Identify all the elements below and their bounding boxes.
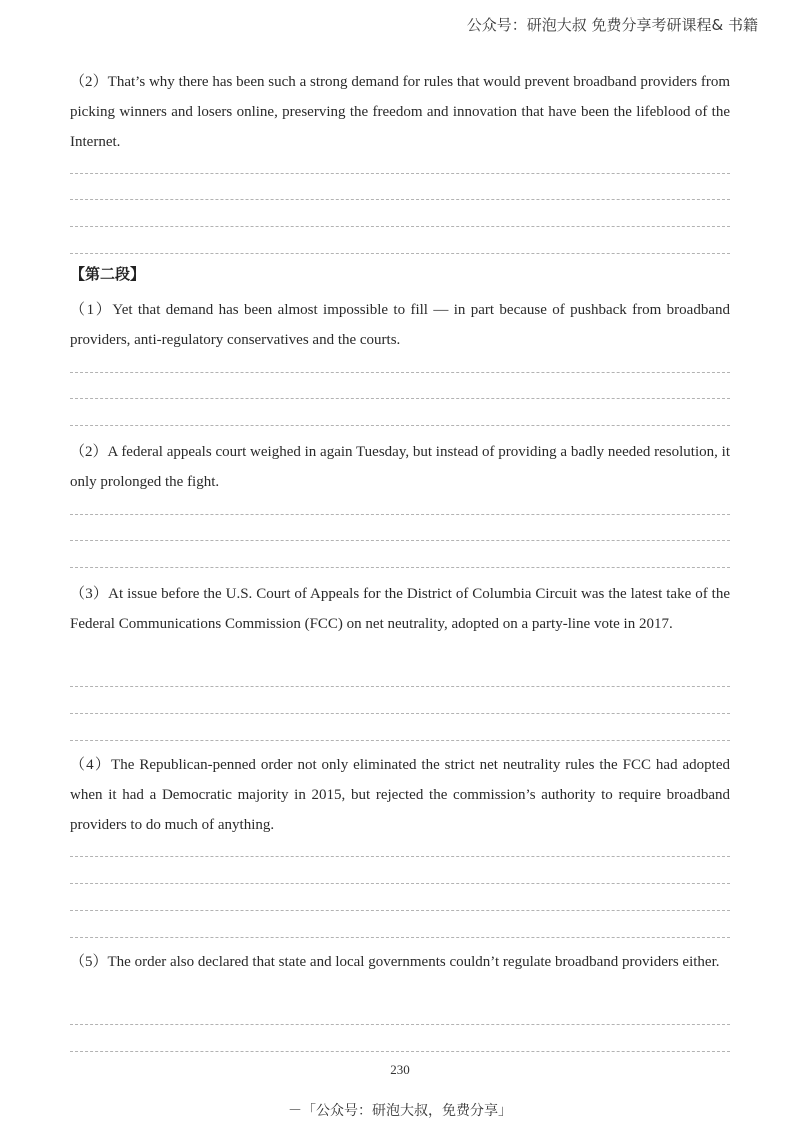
answer-line (70, 937, 730, 938)
paragraph-2-3: （3）At issue before the U.S. Court of Appeals for the District of Columbia Circuit was the latest take of the Federal Communications Commission (FCC) on net neutrality, adopted on a party-line vote in 2017. (70, 586, 730, 632)
answer-line (70, 173, 730, 174)
answer-line (70, 883, 730, 884)
answer-line (70, 910, 730, 911)
answer-line (70, 372, 730, 373)
answer-line (70, 398, 730, 399)
answer-line (70, 226, 730, 227)
page-header: 公众号：研泡大叔 免费分享考研课程& 书籍 (466, 16, 758, 34)
page-number: 230 (390, 1062, 410, 1077)
answer-line (70, 686, 730, 687)
paragraph-2-5: （5）The order also declared that state and local governments couldn’t regulate broadband providers either. (70, 954, 720, 970)
paragraph-2-2: （2）A federal appeals court weighed in again Tuesday, but instead of providing a badly needed resolution, it only prolonged the fight. (70, 444, 730, 490)
answer-line (70, 425, 730, 426)
section-title: 【第二段】 (70, 265, 146, 283)
answer-line (70, 1024, 730, 1025)
answer-line (70, 856, 730, 857)
answer-line (70, 567, 730, 568)
answer-line (70, 514, 730, 515)
paragraph-1-2: （2）That’s why there has been such a strong demand for rules that would prevent broadband providers from picking winners and losers online, preserving the freedom and innovation that have been the lifeblood of the Internet. (70, 74, 730, 150)
paragraph-2-1: （1）Yet that demand has been almost impossible to fill — in part because of pushback from broadband providers, anti-regulatory conservatives and the courts. (70, 302, 730, 348)
answer-line (70, 1051, 730, 1052)
paragraph-2-4: （4）The Republican-penned order not only eliminated the strict net neutrality rules the FCC had adopted when it had a Democratic majority in 2015, but rejected the commission’s authority to require broadband providers to do much of anything. (70, 757, 730, 833)
answer-line (70, 740, 730, 741)
answer-line (70, 199, 730, 200)
answer-line (70, 713, 730, 714)
answer-line (70, 540, 730, 541)
answer-line (70, 253, 730, 254)
page-footer: －「公众号：研泡大叔，免费分享」 (288, 1103, 512, 1119)
